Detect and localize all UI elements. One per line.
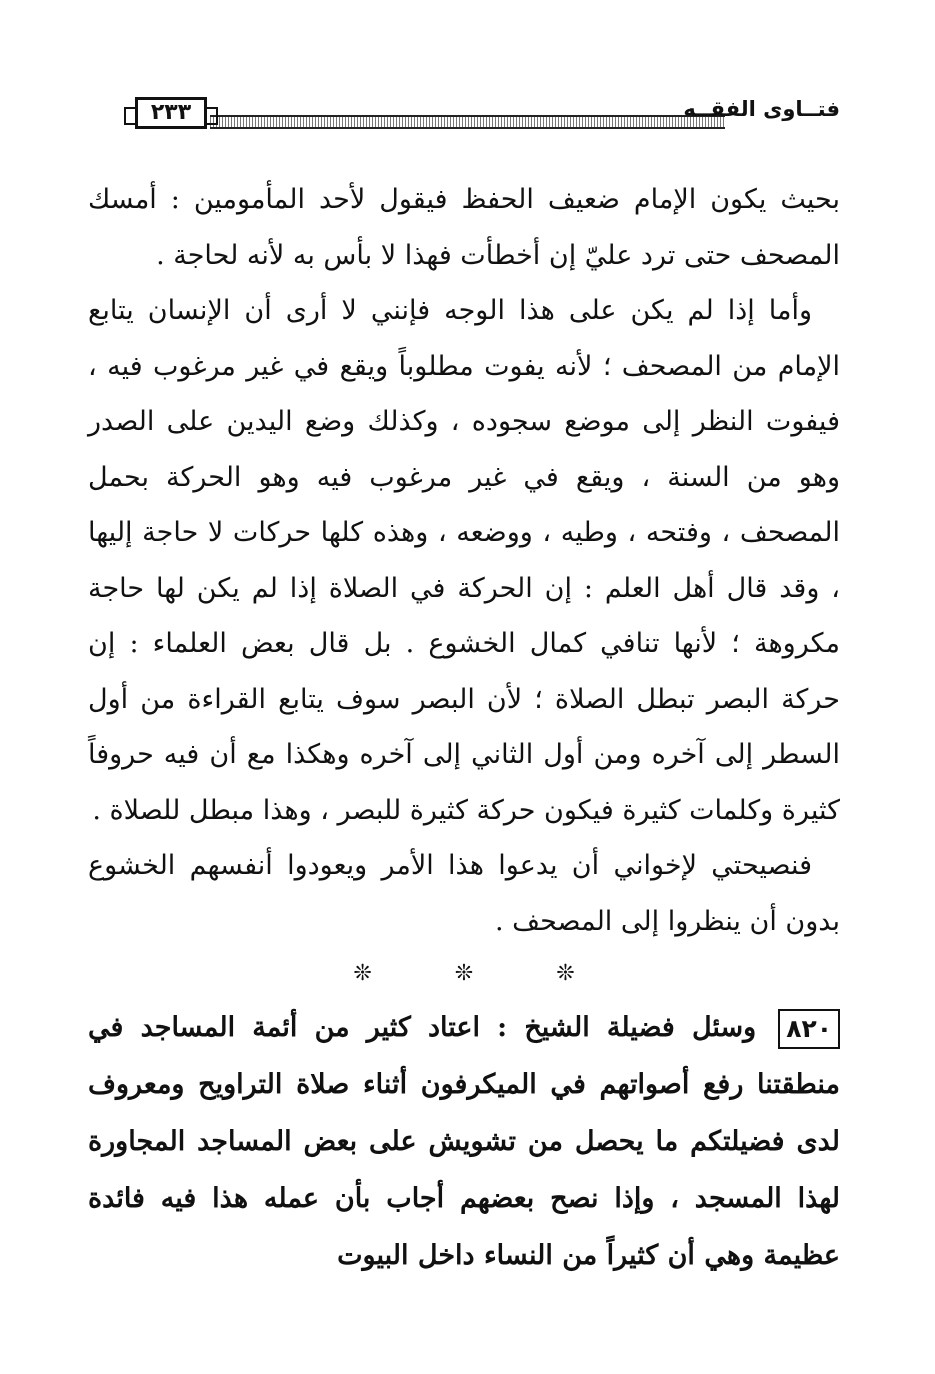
paragraph-continuation: بحيث يكون الإمام ضعيف الحفظ فيقول لأحد المأمومين : أمسك المصحف حتى ترد عليّ إن أخطأت فهذا لا بأس به لأنه لحاجة . <box>88 184 840 271</box>
question-text: وسئل فضيلة الشيخ : اعتاد كثير من أئمة المساجد في منطقتنا رفع أصواتهم في الميكرفون أثناء صلاة التراويح ومعروف لدى فضيلتكم ما يحصل من تشويش على بعض المساجد المجاورة لهذا المسجد ، وإذا نصح بعضهم أجاب بأن عمله هذا فيه فائدة عظيمة وهي أن كثيراً من النساء داخل البيوت <box>88 1012 840 1271</box>
question-number: ٨٢٠ <box>778 1009 840 1049</box>
header-rule <box>210 115 725 129</box>
paragraph-answer: وأما إذا لم يكن على هذا الوجه فإنني لا أرى أن الإنسان يتابع الإمام من المصحف ؛ لأنه يفوت مطلوباً ويقع في غير مرغوب فيه ، فيفوت النظر إلى موضع سجوده ، وكذلك وضع اليدين على الصدر وهو من السنة ، ويقع في غير مرغوب فيه وهو الحركة بحمل المصحف ، وفتحه ، وطيه ، ووضعه ، وهذه كلها حركات لا حاجة إليها ، وقد قال أهل العلم : إن الحركة في الصلاة إذا لم يكن لها حاجة مكروهة ؛ لأنها تنافي كمال الخشوع . بل قال بعض العلماء : إن حركة البصر تبطل الصلاة ؛ لأن البصر سوف يتابع القراءة من أول السطر إلى آخره ومن أول الثاني إلى آخره وهكذا مع أن فيه حروفاً كثيرة وكلمات كثيرة فيكون حركة كثيرة للبصر ، وهذا مبطل للصلاة . <box>88 295 840 826</box>
page-header <box>90 95 840 137</box>
running-title: فتــاوى الفقــه <box>683 97 840 121</box>
paragraph-advice: فنصيحتي لإخواني أن يدعوا هذا الأمر ويعودوا أنفسهم الخشوع بدون أن ينظروا إلى المصحف . <box>88 850 840 937</box>
section-separator: ❊ ❊ ❊ <box>353 961 613 986</box>
page-number: ٢٣٣ <box>135 97 207 129</box>
page-body <box>88 172 840 1284</box>
question-block <box>88 999 840 1284</box>
